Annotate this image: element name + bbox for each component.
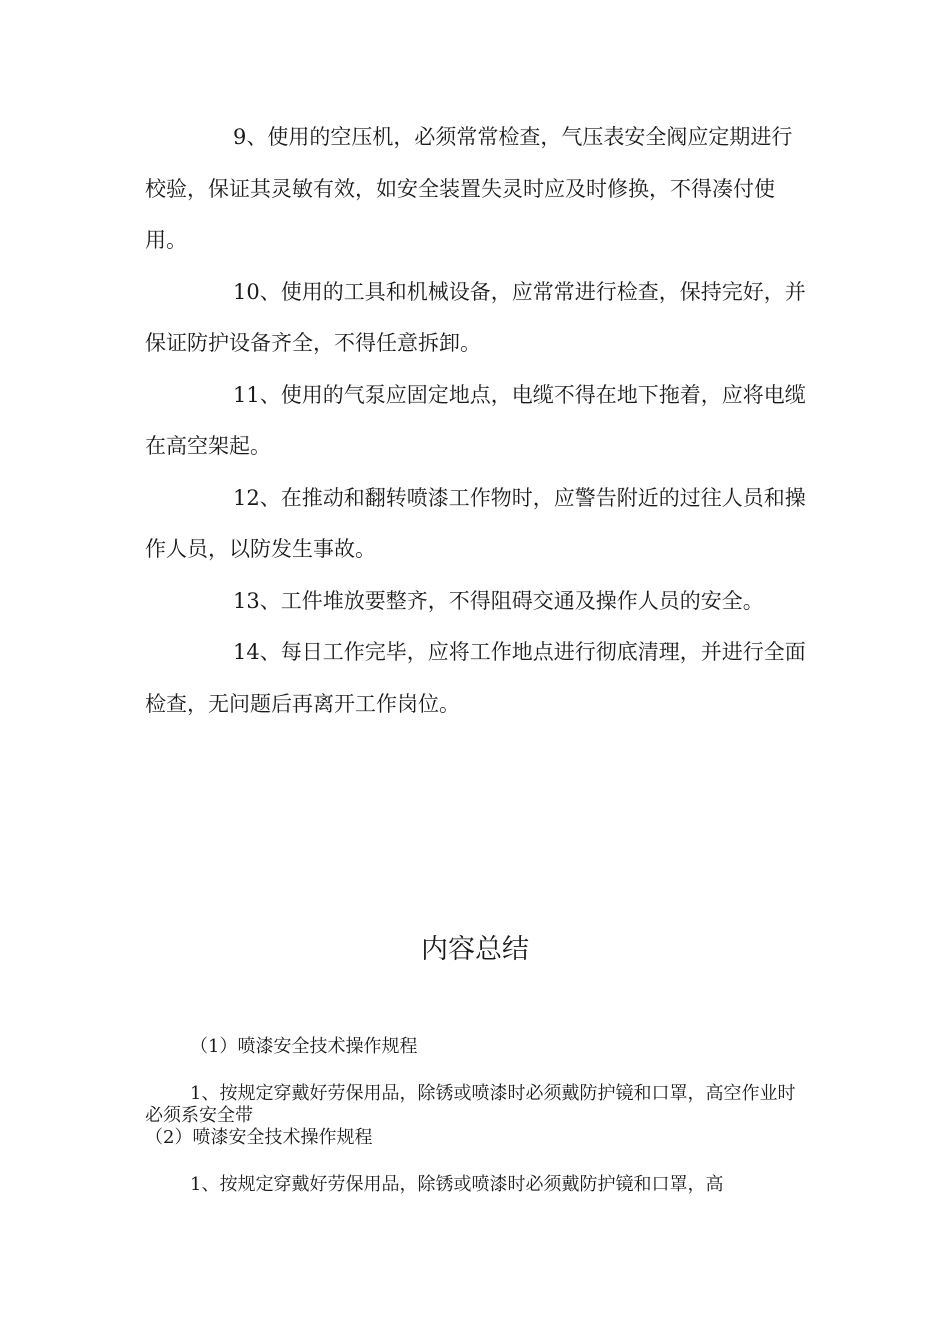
summary-section-1-heading: （1）喷漆安全技术操作规程 <box>190 1036 418 1057</box>
rule-item-12: 12、在推动和翻转喷漆工作物时，应警告附近的过往人员和操作人员，以防发生事故。 <box>145 485 806 561</box>
summary-body <box>145 1036 810 1196</box>
rule-item-14: 14、每日工作完毕，应将工作地点进行彻底清理，并进行全面检查，无问题后再离开工作岗位。 <box>145 640 806 716</box>
rule-item-13: 13、工件堆放要整齐，不得阻碍交通及操作人员的安全。 <box>233 588 764 613</box>
summary-section-2-heading: （2）喷漆安全技术操作规程 <box>145 1127 373 1148</box>
rule-item-11: 11、使用的气泵应固定地点，电缆不得在地下拖着，应将电缆在高空架起。 <box>145 382 806 458</box>
safety-rules-list <box>145 112 810 730</box>
rule-item-10: 10、使用的工具和机械设备，应常常进行检查，保持完好，并保证防护设备齐全，不得任意拆卸。 <box>145 279 806 355</box>
summary-section-1-item: 1、按规定穿戴好劳保用品，除锈或喷漆时必须戴防护镜和口罩，高空作业时必须系安全带 <box>145 1083 796 1126</box>
summary-title: 内容总结 <box>421 934 529 965</box>
summary-section-2-item: 1、按规定穿戴好劳保用品，除锈或喷漆时必须戴防护镜和口罩，高 <box>190 1174 724 1195</box>
rule-item-9: 9、使用的空压机，必须常常检查，气压表安全阀应定期进行校验，保证其灵敏有效，如安全装置失灵时应及时修换，不得凑付使用。 <box>145 125 793 252</box>
